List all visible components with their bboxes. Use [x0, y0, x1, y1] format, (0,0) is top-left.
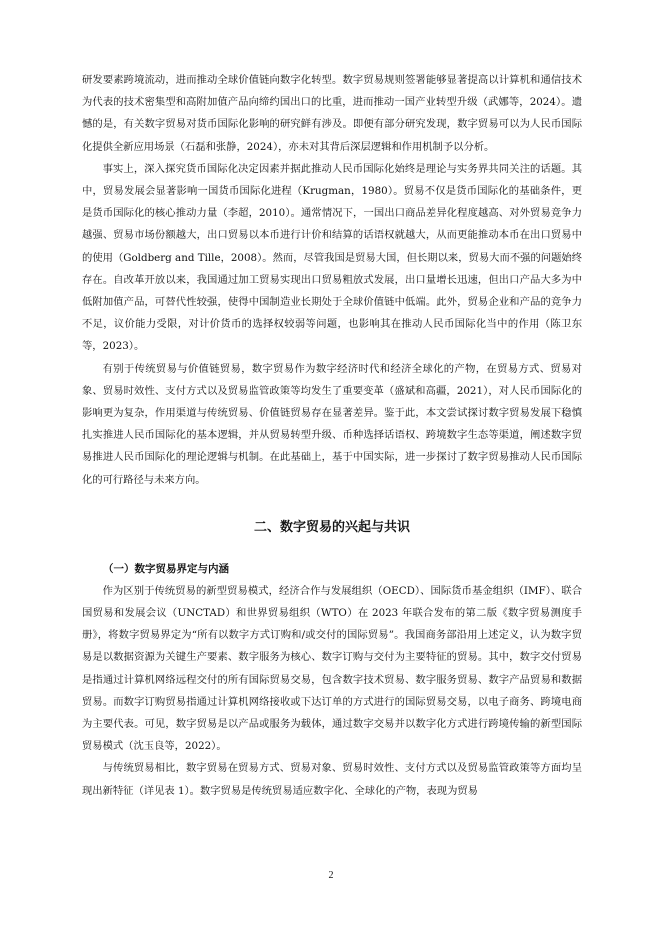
subsection-heading: （一）数字贸易界定与内涵 [103, 562, 229, 575]
body-paragraph-4: 作为区别于传统贸易的新型贸易模式，经济合作与发展组织（OECD）、国际货币基金组织（IMF）、联合国贸易和发展会议（UNCTAD）和世界贸易组织（WTO）在 2023 年联合发布的第二版《数字贸易测度手册》，将数字贸易界定为“所有以数字方式订购和/或交付的国际贸易”。我国商务部沿用上述定义，认为数字贸易是以数据资源为关键生产要素、数字服务为核心、数字订购与交付为主要特征的贸易。其中，数字交付贸易是指通过计算机网络远程交付的所有国际贸易交易，包含数字技术贸易、数字服务贸易、数字产品贸易和数据贸易。而数字订购贸易指通过计算机网络接收或下达订单的方式进行的国际贸易交易，以电子商务、跨境电商为主要代表。可见，数字贸易是以产品或服务为载体，通过数字交易并以数字化方式进行跨境传输的新型国际贸易模式（沈玉良等，2022）。 [82, 584, 582, 753]
body-paragraph-2: 事实上，深入探究货币国际化决定因素并据此推动人民币国际化始终是理论与实务界共同关注的话题。其中，贸易发展会显著影响一国货币国际化进程（Krugman，1980）。贸易不仅是货币国际化的基础条件，更是货币国际化的核心推动力量（李超，2010）。通常情况下，一国出口商品差异化程度越高、对外贸易竞争力越强、贸易市场份额越大，出口贸易以本币进行计价和结算的话语权就越大，从而更能推动本币在出口贸易中的使用（Goldberg and Tille，2008）。然而，尽管我国是贸易大国，但长期以来，贸易大而不强的问题始终存在。自改革开放以来，我国通过加工贸易实现出口贸易粗放式发展，出口量增长迅速，但出口产品大多为中低附加值产品，可替代性较强，使得中国制造业长期处于全球价值链中低端。此外，贸易企业和产品的竞争力不足，议价能力受限，对计价货币的选择权较弱等问题，也影响其在推动人民币国际化当中的作用（陈卫东等，2023）。 [82, 162, 582, 353]
section-heading: 二、数字贸易的兴起与共识 [253, 519, 410, 535]
body-paragraph-1: 研发要素跨境流动，进而推动全球价值链向数字化转型。数字贸易规则签署能够显著提高以计算机和通信技术为代表的技术密集型和高附加值产品向缔约国出口的比重，进而推动一国产业转型升级（武娜等，2024）。遗憾的是，有关数字贸易对货币国际化影响的研究鲜有涉及。即便有部分研究发现，数字贸易可以为人民币国际化提供全新应用场景（石磊和张静，2024），亦未对其背后深层逻辑和作用机制予以分析。 [82, 74, 582, 153]
body-paragraph-5: 与传统贸易相比，数字贸易在贸易方式、贸易对象、贸易时效性、支付方式以及贸易监管政策等方面均呈现出新特征（详见表 1）。数字贸易是传统贸易适应数字化、全球化的产物，表现为贸易 [82, 762, 582, 797]
page-number: 2 [328, 870, 334, 881]
body-paragraph-3: 有别于传统贸易与价值链贸易，数字贸易作为数字经济时代和经济全球化的产物，在贸易方式、贸易对象、贸易时效性、支付方式以及贸易监管政策等均发生了重要变革（盛斌和高疆，2021），对人民币国际化的影响更为复杂，作用渠道与传统贸易、价值链贸易存在显著差异。鉴于此，本文尝试探讨数字贸易发展下稳慎扎实推进人民币国际化的基本逻辑，并从贸易转型升级、币种选择话语权、跨境数字生态等渠道，阐述数字贸易推进人民币国际化的理论逻辑与机制。在此基础上，基于中国实际，进一步探讨了数字贸易推动人民币国际化的可行路径与未来方向。 [82, 362, 582, 486]
